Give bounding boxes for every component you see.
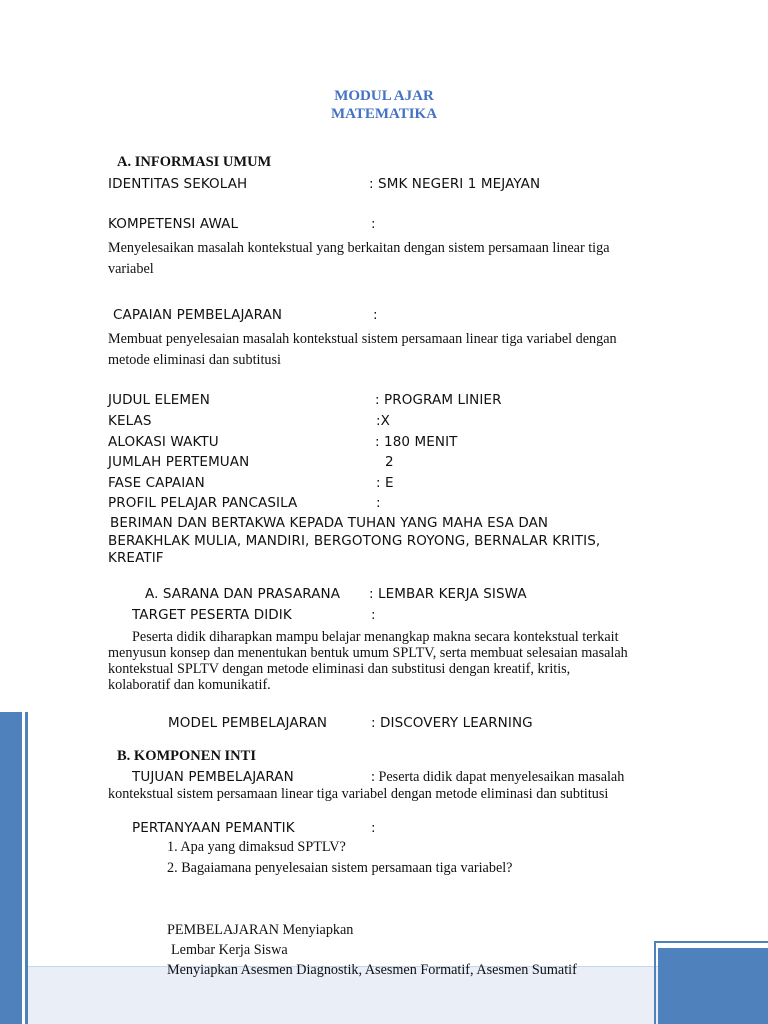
section-a-heading: A. INFORMASI UMUM xyxy=(117,154,272,170)
profil-colon: : xyxy=(376,495,381,511)
identitas-label: IDENTITAS SEKOLAH xyxy=(108,176,248,192)
kompetensi-text-line1: Menyelesaikan masalah kontekstual yang berkaitan dengan sistem persamaan linear tiga xyxy=(108,240,610,256)
section-b-heading: B. KOMPONEN INTI xyxy=(117,748,256,764)
target-label: TARGET PESERTA DIDIK xyxy=(132,607,292,623)
kompetensi-colon: : xyxy=(371,216,376,232)
right-corner-border-top xyxy=(654,941,768,943)
model-value: : DISCOVERY LEARNING xyxy=(371,715,533,731)
identitas-value: : SMK NEGERI 1 MEJAYAN xyxy=(369,176,541,192)
tujuan-value: : Peserta didik dapat menyelesaikan masalah xyxy=(371,769,625,785)
kompetensi-text-line2: variabel xyxy=(108,261,154,277)
kelas-label: KELAS xyxy=(108,413,152,429)
target-colon: : xyxy=(371,607,376,623)
target-text-line3: kontekstual SPLTV dengan metode eliminasi dan substitusi dengan kreatif, kritis, xyxy=(108,661,571,677)
alokasi-value: : 180 MENIT xyxy=(375,434,458,450)
pertanyaan-label: PERTANYAAN PEMANTIK xyxy=(132,820,295,836)
profil-label: PROFIL PELAJAR PANCASILA xyxy=(108,495,298,511)
model-label: MODEL PEMBELAJARAN xyxy=(168,715,328,731)
sarana-label: A. SARANA DAN PRASARANA xyxy=(145,586,341,602)
target-text-line1: Peserta didik diharapkan mampu belajar menangkap makna secara kontekstual terkait xyxy=(132,629,619,645)
tujuan-line2: kontekstual sistem persamaan linear tiga variabel dengan metode eliminasi dan subtitusi xyxy=(108,786,609,802)
doc-title-line1: MODUL AJAR xyxy=(334,88,434,104)
capaian-text-line1: Membuat penyelesaian masalah kontekstual sistem persamaan linear tiga variabel dengan xyxy=(108,331,617,347)
question-1: 1. Apa yang dimaksud SPTLV? xyxy=(167,839,346,855)
doc-title-line2: MATEMATIKA xyxy=(330,106,438,122)
fase-label: FASE CAPAIAN xyxy=(108,475,205,491)
right-corner-border-left xyxy=(654,941,656,1024)
right-blue-block xyxy=(658,948,768,1024)
persiapan-line2: Lembar Kerja Siswa xyxy=(171,942,288,958)
sarana-value: : LEMBAR KERJA SISWA xyxy=(369,586,527,602)
judul-value: : PROGRAM LINIER xyxy=(375,392,502,408)
capaian-colon: : xyxy=(373,307,378,323)
pertanyaan-colon: : xyxy=(371,820,376,836)
profil-text-line2: BERAKHLAK MULIA, MANDIRI, BERGOTONG ROYONG, BERNALAR KRITIS, xyxy=(108,533,601,549)
persiapan-line1: PEMBELAJARAN Menyiapkan xyxy=(167,922,354,938)
alokasi-label: ALOKASI WAKTU xyxy=(108,434,219,450)
kelas-value: :X xyxy=(376,413,390,429)
capaian-label: CAPAIAN PEMBELAJARAN xyxy=(113,307,283,323)
profil-text-line1: BERIMAN DAN BERTAKWA KEPADA TUHAN YANG MAHA ESA DAN xyxy=(110,515,549,531)
target-text-line2: menyusun konsep dan menentukan bentuk umum SPLTV, serta membuat selesaian masalah xyxy=(108,645,628,661)
judul-label: JUDUL ELEMEN xyxy=(108,392,211,408)
left-blue-bar xyxy=(0,712,22,1024)
target-text-line4: kolaboratif dan komunikatif. xyxy=(108,677,271,693)
profil-text-line3: KREATIF xyxy=(108,550,164,566)
jumlah-label: JUMLAH PERTEMUAN xyxy=(108,454,250,470)
tujuan-label: TUJUAN PEMBELAJARAN xyxy=(132,769,294,785)
jumlah-value: 2 xyxy=(385,454,394,470)
capaian-text-line2: metode eliminasi dan subtitusi xyxy=(108,352,281,368)
kompetensi-label: KOMPETENSI AWAL xyxy=(108,216,239,232)
persiapan-line3: Menyiapkan Asesmen Diagnostik, Asesmen Formatif, Asesmen Sumatif xyxy=(167,962,577,978)
question-2: 2. Bagaiamana penyelesaian sistem persamaan tiga variabel? xyxy=(167,860,513,876)
fase-value: : E xyxy=(376,475,394,491)
